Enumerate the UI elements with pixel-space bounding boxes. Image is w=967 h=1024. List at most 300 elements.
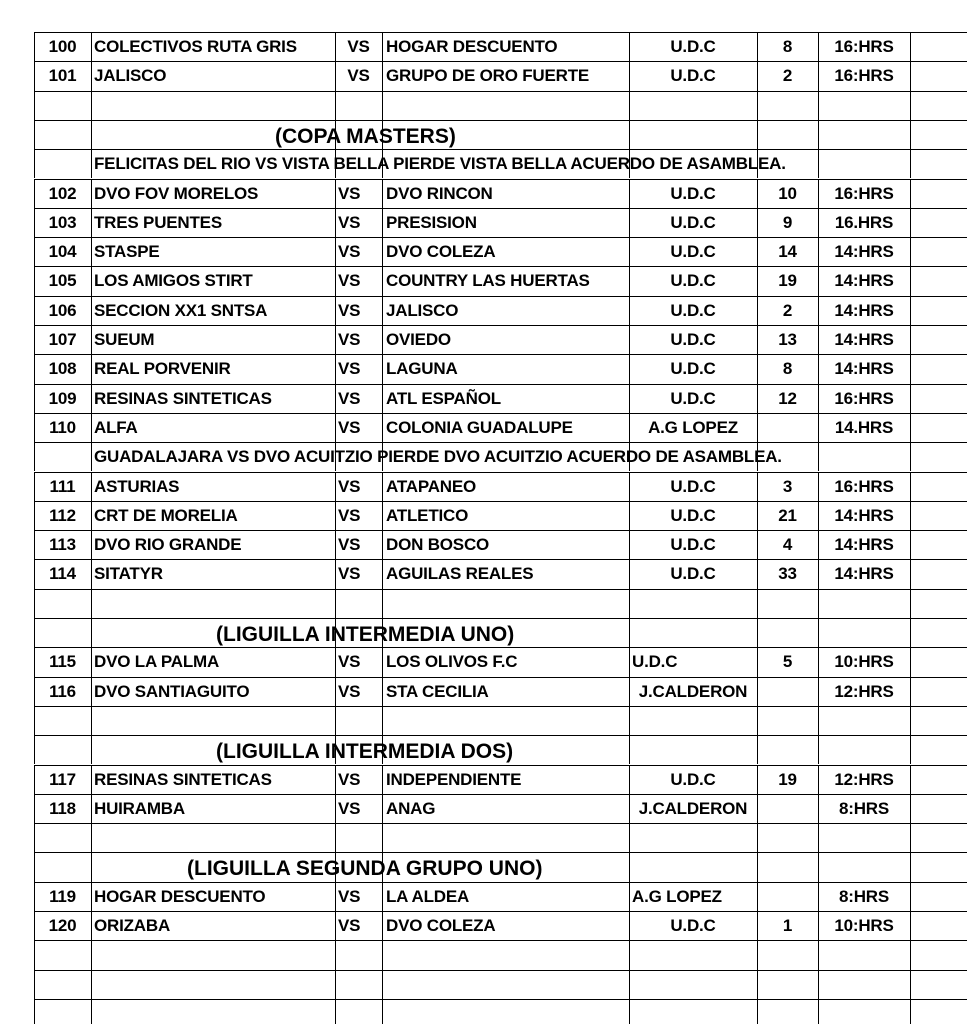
match-time: 14:HRS <box>834 359 894 379</box>
match-number: 100 <box>48 37 77 56</box>
venue: U.D.C <box>670 564 716 584</box>
home-team: STASPE <box>94 242 160 262</box>
match-number: 116 <box>49 681 76 701</box>
column-divider <box>629 91 630 120</box>
column-divider <box>335 296 336 325</box>
vs-label: VS <box>338 300 361 320</box>
venue: U.D.C <box>670 916 716 935</box>
venue: J.CALDERON <box>638 798 748 818</box>
column-divider <box>382 559 383 588</box>
column-divider <box>34 589 35 618</box>
away-team: DVO COLEZA <box>386 242 496 262</box>
column-divider <box>910 149 911 178</box>
away-team: JALISCO <box>386 300 459 320</box>
column-divider <box>34 940 35 969</box>
column-divider <box>629 852 630 881</box>
vs-label: VS <box>338 388 361 408</box>
away-team: LOS OLIVOS F.C <box>386 652 518 672</box>
away-team: PRESISION <box>386 212 477 232</box>
away-team: ATLETICO <box>386 505 469 525</box>
column-divider <box>91 530 92 559</box>
column-divider <box>91 735 92 764</box>
column-divider <box>335 413 336 442</box>
column-divider <box>91 472 92 501</box>
column-divider <box>91 413 92 442</box>
column-divider <box>91 120 92 149</box>
match-time: 14:HRS <box>834 271 894 291</box>
column-divider <box>757 91 758 120</box>
column-divider <box>91 970 92 999</box>
column-divider <box>91 149 92 178</box>
venue: U.D.C <box>670 505 716 525</box>
column-divider <box>910 413 911 442</box>
match-time: 14:HRS <box>834 330 894 349</box>
vs-label: VS <box>347 37 370 56</box>
column-divider <box>91 208 92 237</box>
match-time: 16:HRS <box>834 66 894 86</box>
column-divider <box>818 852 819 881</box>
column-divider <box>910 882 911 911</box>
match-time: 16.HRS <box>834 212 894 232</box>
column-divider <box>910 266 911 295</box>
column-divider <box>382 266 383 295</box>
column-divider <box>757 706 758 735</box>
away-team: LA ALDEA <box>386 886 470 906</box>
column-divider <box>382 91 383 120</box>
column-divider <box>818 970 819 999</box>
column-divider <box>910 706 911 735</box>
column-divider <box>382 530 383 559</box>
column-divider <box>757 823 758 852</box>
section-heading: (LIGUILLA SEGUNDA GRUPO UNO) <box>187 857 543 881</box>
column-divider <box>335 882 336 911</box>
field-number: 14 <box>778 242 797 262</box>
column-divider <box>382 179 383 208</box>
column-divider <box>382 647 383 676</box>
column-divider <box>629 882 630 911</box>
vs-label: VS <box>338 271 361 291</box>
vs-label: VS <box>338 564 361 584</box>
vs-label: VS <box>338 886 361 906</box>
match-time: 14:HRS <box>834 564 894 584</box>
row-divider <box>34 999 967 1000</box>
column-divider <box>629 940 630 969</box>
column-divider <box>757 413 758 442</box>
venue: U.D.C <box>670 66 716 86</box>
column-divider <box>335 970 336 999</box>
column-divider <box>910 179 911 208</box>
vs-label: VS <box>338 535 361 555</box>
venue: U.D.C <box>670 535 716 555</box>
away-team: ANAG <box>386 798 436 818</box>
column-divider <box>91 32 92 61</box>
column-divider <box>910 384 911 413</box>
column-divider <box>757 589 758 618</box>
match-time: 14:HRS <box>834 242 894 262</box>
home-team: DVO FOV MORELOS <box>94 183 259 203</box>
vs-label: VS <box>338 359 361 379</box>
column-divider <box>34 149 35 178</box>
vs-label: VS <box>338 417 361 437</box>
away-team: DVO COLEZA <box>386 916 496 935</box>
match-number: 104 <box>48 242 77 262</box>
vs-label: VS <box>338 916 361 935</box>
column-divider <box>910 91 911 120</box>
match-time: 10:HRS <box>834 916 894 935</box>
column-divider <box>91 91 92 120</box>
column-divider <box>335 647 336 676</box>
away-team: DON BOSCO <box>386 535 490 555</box>
home-team: SITATYR <box>94 564 163 584</box>
column-divider <box>910 677 911 706</box>
column-divider <box>91 589 92 618</box>
match-number: 109 <box>48 388 77 408</box>
column-divider <box>335 765 336 794</box>
match-number: 103 <box>48 212 77 232</box>
column-divider <box>910 765 911 794</box>
column-divider <box>910 823 911 852</box>
column-divider <box>629 999 630 1024</box>
column-divider <box>818 823 819 852</box>
column-divider <box>91 559 92 588</box>
column-divider <box>335 472 336 501</box>
away-team: ATAPANEO <box>386 476 477 496</box>
home-team: LOS AMIGOS STIRT <box>94 271 253 291</box>
away-team: INDEPENDIENTE <box>386 769 522 789</box>
column-divider <box>910 735 911 764</box>
column-divider <box>910 472 911 501</box>
column-divider <box>335 208 336 237</box>
column-divider <box>818 120 819 149</box>
home-team: TRES PUENTES <box>94 212 222 232</box>
column-divider <box>335 384 336 413</box>
match-number: 112 <box>49 505 76 525</box>
column-divider <box>335 589 336 618</box>
column-divider <box>818 735 819 764</box>
away-team: STA CECILIA <box>386 681 489 701</box>
column-divider <box>629 735 630 764</box>
vs-label: VS <box>338 476 361 496</box>
home-team: DVO SANTIAGUITO <box>94 681 250 701</box>
column-divider <box>818 589 819 618</box>
column-divider <box>382 384 383 413</box>
column-divider <box>382 940 383 969</box>
row-divider <box>34 970 967 971</box>
column-divider <box>91 179 92 208</box>
column-divider <box>335 559 336 588</box>
row-divider <box>34 91 967 92</box>
vs-label: VS <box>338 798 361 818</box>
venue: U.D.C <box>670 330 716 349</box>
column-divider <box>335 354 336 383</box>
column-divider <box>335 940 336 969</box>
column-divider <box>34 735 35 764</box>
home-team: DVO LA PALMA <box>94 652 220 672</box>
column-divider <box>382 354 383 383</box>
venue: U.D.C <box>670 242 716 262</box>
column-divider <box>91 794 92 823</box>
away-team: ATL ESPAÑOL <box>386 388 501 408</box>
column-divider <box>910 237 911 266</box>
column-divider <box>382 911 383 940</box>
row-divider <box>34 618 967 619</box>
column-divider <box>910 208 911 237</box>
vs-label: VS <box>338 183 361 203</box>
column-divider <box>910 970 911 999</box>
column-divider <box>91 765 92 794</box>
field-number: 8 <box>782 37 793 56</box>
column-divider <box>34 91 35 120</box>
vs-label: VS <box>338 242 361 262</box>
column-divider <box>91 940 92 969</box>
column-divider <box>34 970 35 999</box>
column-divider <box>629 823 630 852</box>
column-divider <box>757 970 758 999</box>
column-divider <box>910 530 911 559</box>
field-number: 33 <box>778 564 797 584</box>
field-number: 1 <box>782 916 793 935</box>
column-divider <box>335 999 336 1024</box>
match-number: 106 <box>48 300 77 320</box>
field-number: 10 <box>778 183 797 203</box>
venue: U.D.C <box>670 300 716 320</box>
away-team: HOGAR DESCUENTO <box>386 37 558 56</box>
match-number: 118 <box>49 798 76 818</box>
home-team: RESINAS SINTETICAS <box>94 769 272 789</box>
column-divider <box>757 735 758 764</box>
column-divider <box>910 911 911 940</box>
home-team: ASTURIAS <box>94 476 180 496</box>
match-number: 110 <box>49 417 76 437</box>
vs-label: VS <box>338 769 361 789</box>
field-number: 21 <box>778 505 797 525</box>
column-divider <box>34 999 35 1024</box>
column-divider <box>91 325 92 354</box>
match-number: 101 <box>48 66 77 86</box>
column-divider <box>335 325 336 354</box>
away-team: LAGUNA <box>386 359 458 379</box>
row-divider <box>34 823 967 824</box>
match-time: 14:HRS <box>834 535 894 555</box>
match-time: 14:HRS <box>834 505 894 525</box>
column-divider <box>382 325 383 354</box>
column-divider <box>910 32 911 61</box>
match-number: 105 <box>48 271 77 291</box>
match-time: 14.HRS <box>834 417 894 437</box>
match-time: 12:HRS <box>834 769 894 789</box>
column-divider <box>34 852 35 881</box>
column-divider <box>91 677 92 706</box>
match-number: 114 <box>49 564 76 584</box>
match-number: 120 <box>48 916 77 935</box>
assembly-note: GUADALAJARA VS DVO ACUITZIO PIERDE DVO ACUITZIO ACUERDO DE ASAMBLEA. <box>94 447 782 467</box>
match-time: 16:HRS <box>834 476 894 496</box>
field-number: 12 <box>778 388 797 408</box>
column-divider <box>34 120 35 149</box>
column-divider <box>335 179 336 208</box>
home-team: REAL PORVENIR <box>94 359 231 379</box>
away-team: GRUPO DE ORO FUERTE <box>386 66 590 86</box>
section-heading: (COPA MASTERS) <box>275 124 456 148</box>
row-divider <box>34 852 967 853</box>
column-divider <box>91 706 92 735</box>
venue: J.CALDERON <box>638 681 748 701</box>
match-number: 117 <box>49 769 76 789</box>
away-team: COUNTRY LAS HUERTAS <box>386 271 590 291</box>
column-divider <box>382 413 383 442</box>
column-divider <box>818 442 819 471</box>
venue: A.G LOPEZ <box>648 417 738 437</box>
venue: U.D.C <box>670 388 716 408</box>
column-divider <box>382 706 383 735</box>
field-number: 5 <box>782 652 793 672</box>
venue: U.D.C <box>632 652 678 672</box>
match-number: 113 <box>49 535 76 555</box>
column-divider <box>757 794 758 823</box>
column-divider <box>91 61 92 90</box>
column-divider <box>757 882 758 911</box>
column-divider <box>34 706 35 735</box>
column-divider <box>34 442 35 471</box>
field-number: 9 <box>782 212 793 232</box>
column-divider <box>382 999 383 1024</box>
section-heading: (LIGUILLA INTERMEDIA DOS) <box>216 740 514 764</box>
column-divider <box>910 559 911 588</box>
column-divider <box>91 501 92 530</box>
match-time: 8:HRS <box>838 886 889 906</box>
column-divider <box>91 354 92 383</box>
column-divider <box>757 677 758 706</box>
column-divider <box>629 647 630 676</box>
column-divider <box>757 120 758 149</box>
column-divider <box>757 940 758 969</box>
home-team: HOGAR DESCUENTO <box>94 886 266 906</box>
row-divider <box>34 706 967 707</box>
match-number: 111 <box>49 476 76 496</box>
column-divider <box>910 999 911 1024</box>
field-number: 19 <box>778 769 797 789</box>
column-divider <box>910 940 911 969</box>
field-number: 4 <box>782 535 793 555</box>
field-number: 2 <box>782 300 793 320</box>
column-divider <box>910 794 911 823</box>
match-time: 14:HRS <box>834 300 894 320</box>
row-divider <box>34 589 967 590</box>
field-number: 8 <box>782 359 793 379</box>
column-divider <box>910 296 911 325</box>
column-divider <box>34 823 35 852</box>
assembly-note: FELICITAS DEL RIO VS VISTA BELLA PIERDE VISTA BELLA ACUERDO DE ASAMBLEA. <box>94 154 786 174</box>
column-divider <box>335 911 336 940</box>
row-divider <box>34 735 967 736</box>
home-team: SECCION XX1 SNTSA <box>94 300 268 320</box>
match-time: 16:HRS <box>834 183 894 203</box>
venue: U.D.C <box>670 212 716 232</box>
venue: U.D.C <box>670 271 716 291</box>
row-divider <box>34 940 967 941</box>
vs-label: VS <box>338 505 361 525</box>
match-number: 102 <box>48 183 77 203</box>
column-divider <box>910 852 911 881</box>
field-number: 19 <box>778 271 797 291</box>
column-divider <box>818 706 819 735</box>
column-divider <box>382 970 383 999</box>
column-divider <box>91 852 92 881</box>
field-number: 13 <box>778 330 797 349</box>
column-divider <box>629 618 630 647</box>
column-divider <box>818 91 819 120</box>
column-divider <box>910 354 911 383</box>
vs-label: VS <box>347 66 370 86</box>
column-divider <box>382 61 383 90</box>
field-number: 3 <box>782 476 793 496</box>
column-divider <box>91 647 92 676</box>
column-divider <box>335 91 336 120</box>
column-divider <box>629 589 630 618</box>
column-divider <box>382 501 383 530</box>
column-divider <box>382 677 383 706</box>
column-divider <box>91 384 92 413</box>
column-divider <box>91 911 92 940</box>
column-divider <box>91 442 92 471</box>
match-number: 108 <box>48 359 77 379</box>
column-divider <box>91 237 92 266</box>
column-divider <box>382 589 383 618</box>
column-divider <box>91 296 92 325</box>
away-team: DVO RINCON <box>386 183 493 203</box>
venue: A.G LOPEZ <box>632 886 722 906</box>
venue: U.D.C <box>670 769 716 789</box>
column-divider <box>382 823 383 852</box>
column-divider <box>91 999 92 1024</box>
column-divider <box>818 149 819 178</box>
column-divider <box>335 266 336 295</box>
match-time: 16:HRS <box>834 37 894 56</box>
column-divider <box>910 647 911 676</box>
row-divider <box>34 120 967 121</box>
match-time: 8:HRS <box>838 798 889 818</box>
column-divider <box>910 325 911 354</box>
column-divider <box>382 32 383 61</box>
column-divider <box>757 999 758 1024</box>
home-team: ALFA <box>94 417 138 437</box>
column-divider <box>91 882 92 911</box>
column-divider <box>335 823 336 852</box>
home-team: SUEUM <box>94 330 155 349</box>
column-divider <box>382 296 383 325</box>
column-divider <box>91 618 92 647</box>
column-divider <box>818 618 819 647</box>
match-time: 12:HRS <box>834 681 894 701</box>
home-team: RESINAS SINTETICAS <box>94 388 272 408</box>
vs-label: VS <box>338 681 361 701</box>
column-divider <box>910 589 911 618</box>
vs-label: VS <box>338 330 361 349</box>
column-divider <box>382 208 383 237</box>
match-number: 115 <box>49 652 76 672</box>
column-divider <box>757 618 758 647</box>
column-divider <box>818 940 819 969</box>
column-divider <box>382 472 383 501</box>
venue: U.D.C <box>670 476 716 496</box>
venue: U.D.C <box>670 183 716 203</box>
column-divider <box>335 677 336 706</box>
column-divider <box>335 501 336 530</box>
away-team: AGUILAS REALES <box>386 564 534 584</box>
column-divider <box>91 266 92 295</box>
column-divider <box>382 237 383 266</box>
column-divider <box>382 882 383 911</box>
